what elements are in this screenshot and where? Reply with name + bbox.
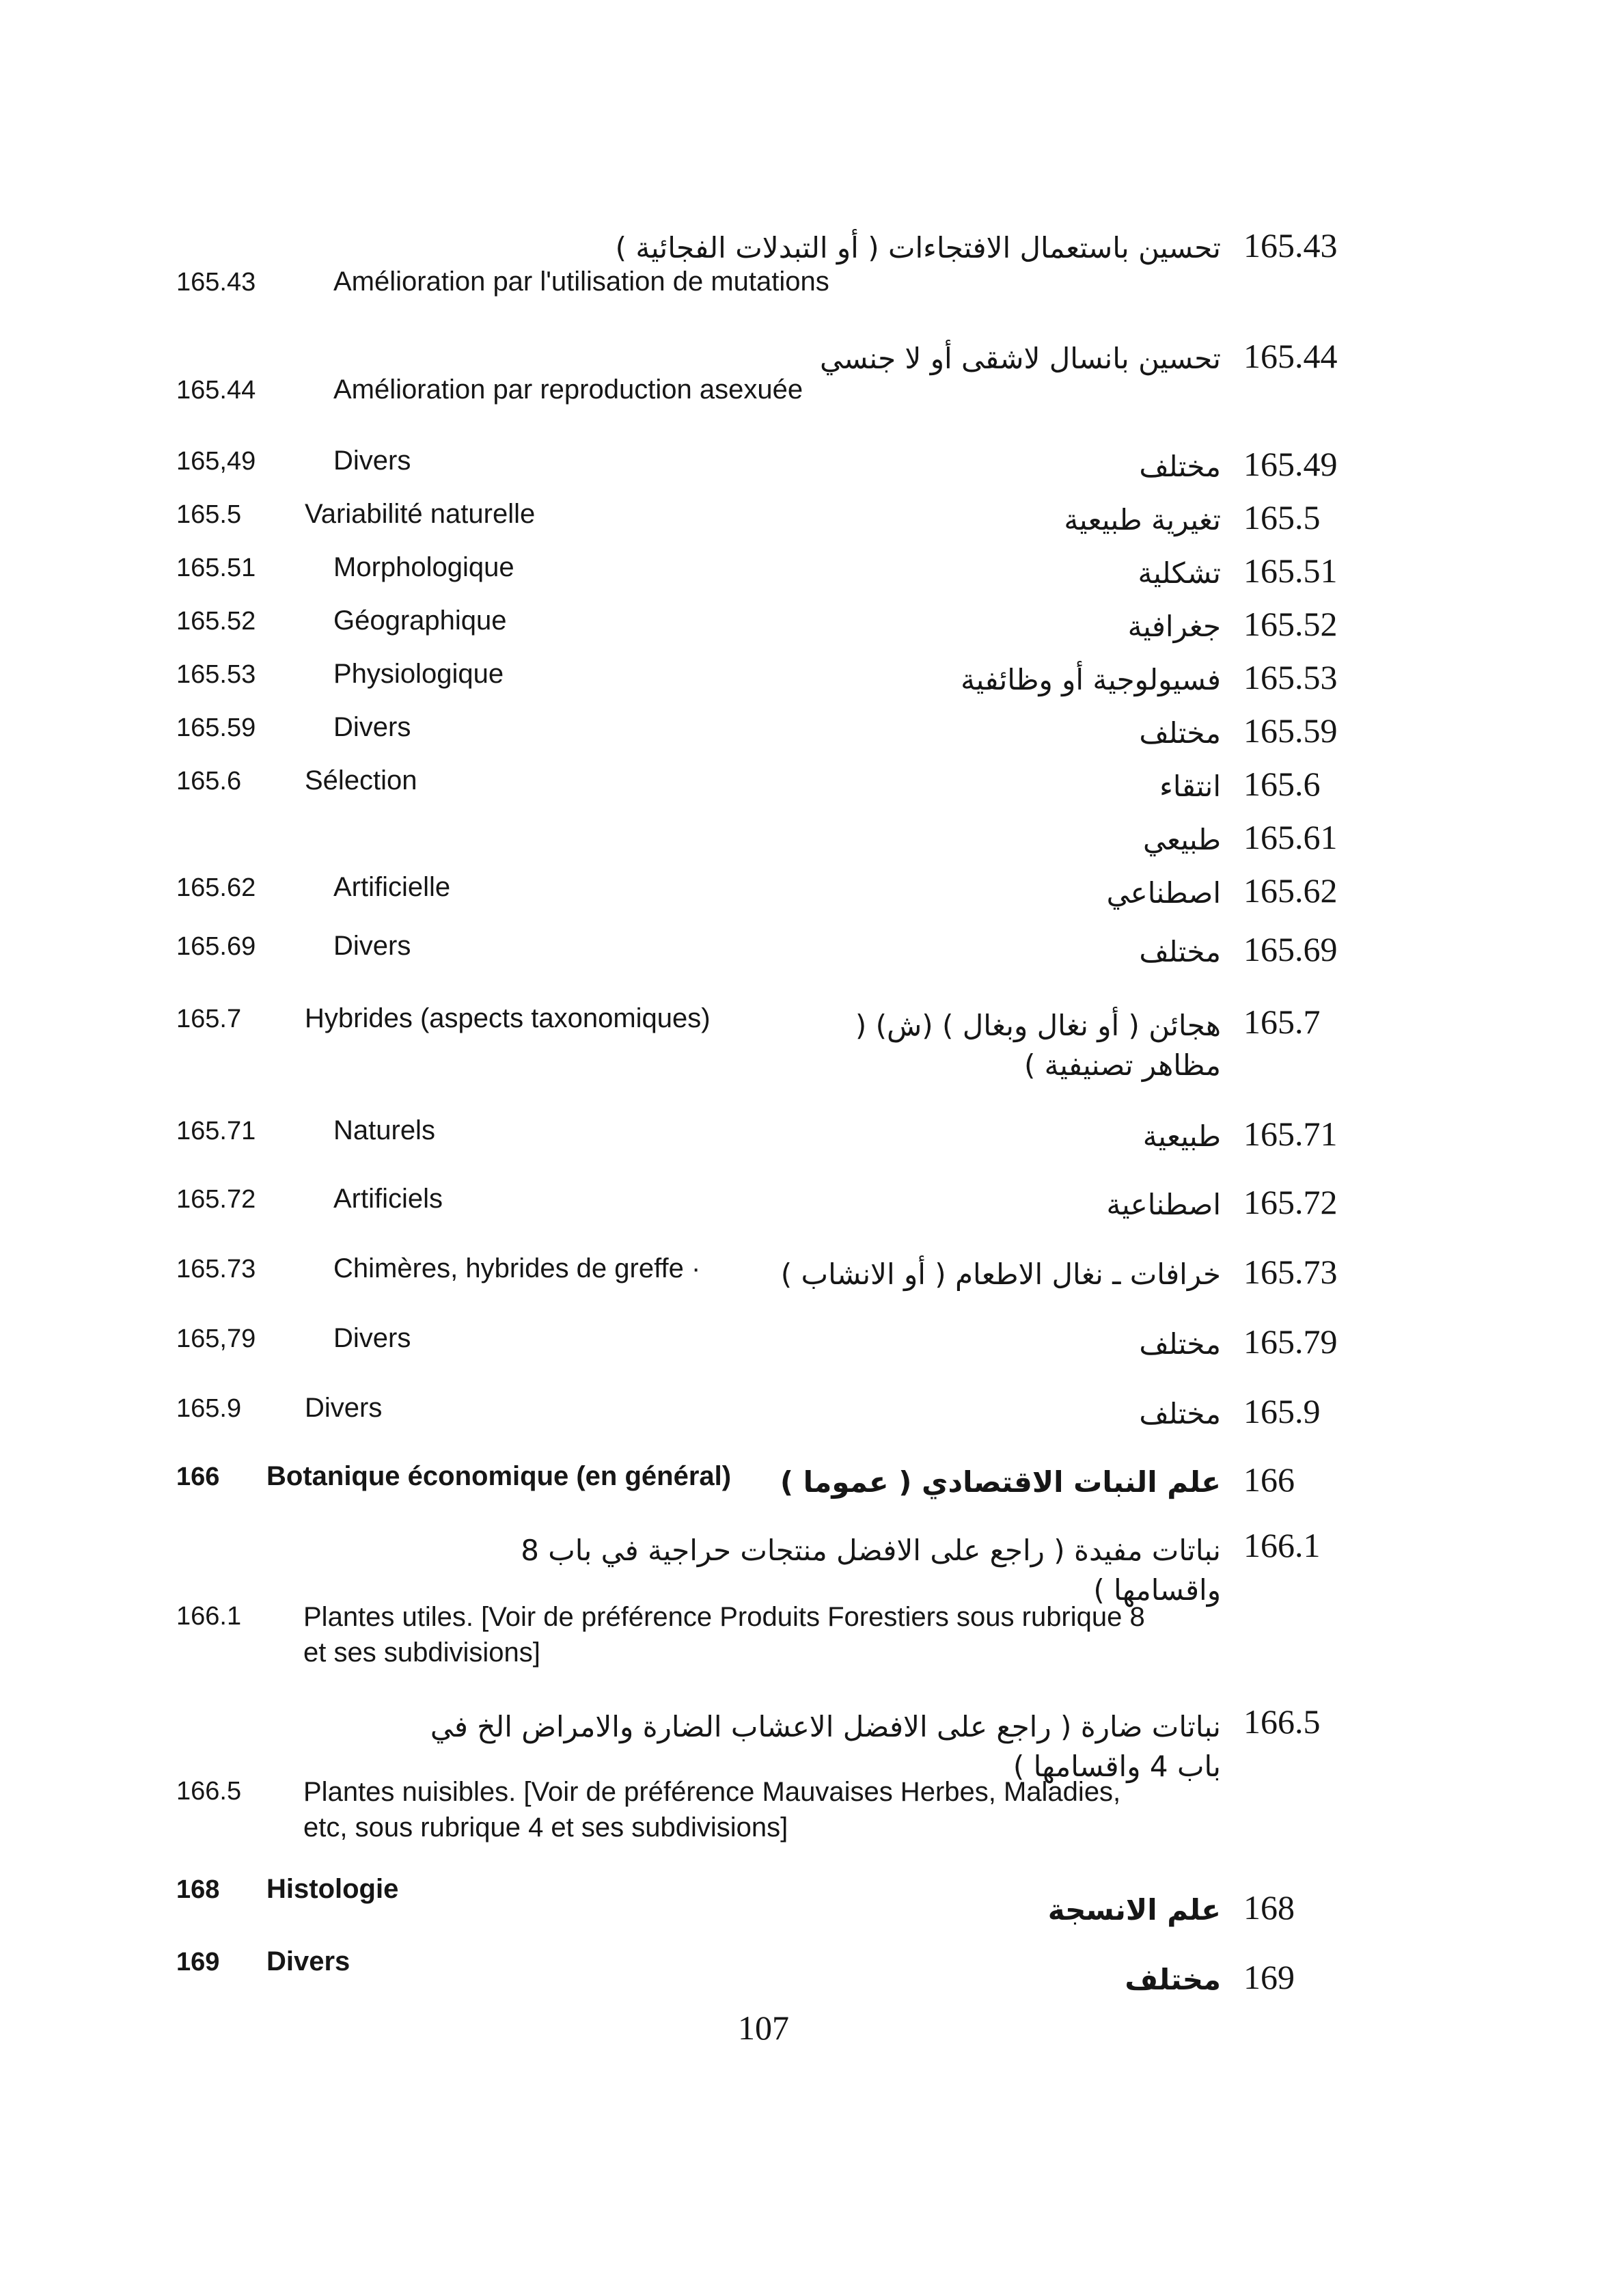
arabic-label: مختلف [1139,1397,1221,1430]
code-right: 166.1 [1243,1526,1321,1564]
french-label: Hybrides (aspects taxonomiques) [305,1003,711,1033]
code-left: 165.53 [176,660,256,689]
code-right: 165.6 [1243,765,1321,803]
arabic-label: مختلف [1139,935,1221,968]
code-left: 165.71 [176,1117,256,1145]
french-label: Plantes nuisibles. [Voir de préférence Mauvaises Herbes, Maladies, etc, sous rubrique 4 et ses subdivisions] [303,1777,1121,1843]
french-label: Amélioration par l'utilisation de mutations [333,267,829,297]
code-left: 165.69 [176,932,256,961]
arabic-label: جغرافية [1127,610,1221,643]
arabic-label: علم النبات الاقتصادي ( عموما ) [780,1465,1221,1499]
code-right: 168 [1243,1888,1295,1927]
code-right: 165.9 [1243,1392,1321,1430]
code-left: 165.72 [176,1185,256,1214]
code-left: 169 [176,1948,220,1976]
arabic-label: تحسين باستعمال الافتجاءات ( أو التبدلات الفجائية ) [615,231,1221,264]
arabic-label: نباتات ضارة ( راجع على الافضل الاعشاب الضارة والامراض الخ في باب 4 واقسامها ) [430,1710,1221,1783]
french-label: Artificiels [333,1184,443,1214]
code-right: 165.62 [1243,871,1338,910]
code-left: 166.5 [176,1777,242,1806]
french-label: Artificielle [333,872,451,902]
code-left: 165.44 [176,376,256,405]
code-right: 169 [1243,1958,1295,1996]
code-left: 165.59 [176,713,256,742]
code-right: 165.49 [1243,445,1338,483]
code-right: 165.73 [1243,1253,1338,1291]
french-label: Divers [333,1323,411,1353]
arabic-label: تشكلية [1138,556,1221,590]
arabic-label: اصطناعية [1106,1188,1221,1221]
french-label: Divers [333,446,411,476]
code-right: 165.7 [1243,1003,1321,1041]
french-label: Chimères, hybrides de greffe · [333,1253,701,1283]
code-left: 165,49 [176,447,256,476]
arabic-label: انتقاء [1159,770,1221,803]
arabic-label: فسيولوجية أو وظائفية [961,663,1221,696]
code-left: 168 [176,1875,220,1904]
french-label: Morphologique [333,552,514,582]
code-right: 165.44 [1243,337,1338,375]
code-left: 165.9 [176,1394,242,1423]
code-right: 165.51 [1243,552,1338,590]
french-label: Géographique [333,606,507,636]
arabic-label: مختلف [1139,716,1221,750]
arabic-label: مختلف [1125,1963,1221,1996]
code-right: 165.71 [1243,1115,1338,1153]
code-right: 165.72 [1243,1183,1338,1221]
arabic-label: مختلف [1139,450,1221,483]
code-right: 165.69 [1243,930,1338,968]
french-label: Variabilité naturelle [305,499,536,529]
code-left: 166.1 [176,1602,242,1631]
code-left: 165.6 [176,767,242,796]
code-left: 165.43 [176,268,256,297]
arabic-label: مختلف [1139,1327,1221,1361]
french-label: Divers [266,1946,350,1976]
code-left: 165.52 [176,607,256,636]
code-right: 165.53 [1243,658,1338,696]
arabic-label: علم الانسجة [1047,1893,1221,1927]
french-label: Physiologique [333,659,504,689]
code-left: 165.7 [176,1005,242,1033]
page-number: 107 [738,2009,789,2047]
code-right: 165.61 [1243,818,1338,856]
french-label: Histologie [266,1874,399,1904]
code-right: 165.43 [1243,226,1338,264]
code-right: 165.52 [1243,605,1338,643]
arabic-label: خرافات ـ نغال الاطعام ( أو الانشاب ) [780,1257,1221,1291]
code-right: 165.59 [1243,711,1338,750]
arabic-label: نباتات مفيدة ( راجع على الافضل منتجات حراجية في باب 8 واقسامها ) [521,1534,1221,1607]
french-label: Divers [333,931,411,961]
french-label: Sélection [305,765,417,796]
code-left: 165.5 [176,500,242,529]
arabic-label: اصطناعي [1106,876,1221,910]
arabic-label: تغيرية طبيعية [1064,503,1221,536]
code-left: 165,79 [176,1324,256,1353]
code-left: 165.73 [176,1255,256,1283]
code-right: 165.79 [1243,1322,1338,1361]
french-label: Naturels [333,1115,435,1145]
code-left: 165.62 [176,873,256,902]
arabic-label: طبيعي [1142,823,1221,856]
french-label: Plantes utiles. [Voir de préférence Produits Forestiers sous rubrique 8 et ses subdivisions] [303,1602,1145,1668]
french-label: Botanique économique (en général) [266,1461,732,1491]
arabic-label: هجائن ( أو نغال وبغال ) (ش) ( مظاهر تصنيفية ) [855,1009,1221,1082]
code-left: 165.51 [176,554,256,582]
french-label: Divers [305,1393,383,1423]
code-right: 166 [1243,1460,1295,1499]
french-label: Divers [333,712,411,742]
french-label: Amélioration par reproduction asexuée [333,375,803,405]
code-left: 166 [176,1463,220,1491]
code-right: 166.5 [1243,1702,1321,1741]
code-right: 165.5 [1243,498,1321,536]
arabic-label: تحسين بانسال لاشقى أو لا جنسي [819,342,1221,375]
arabic-label: طبيعية [1142,1119,1221,1153]
